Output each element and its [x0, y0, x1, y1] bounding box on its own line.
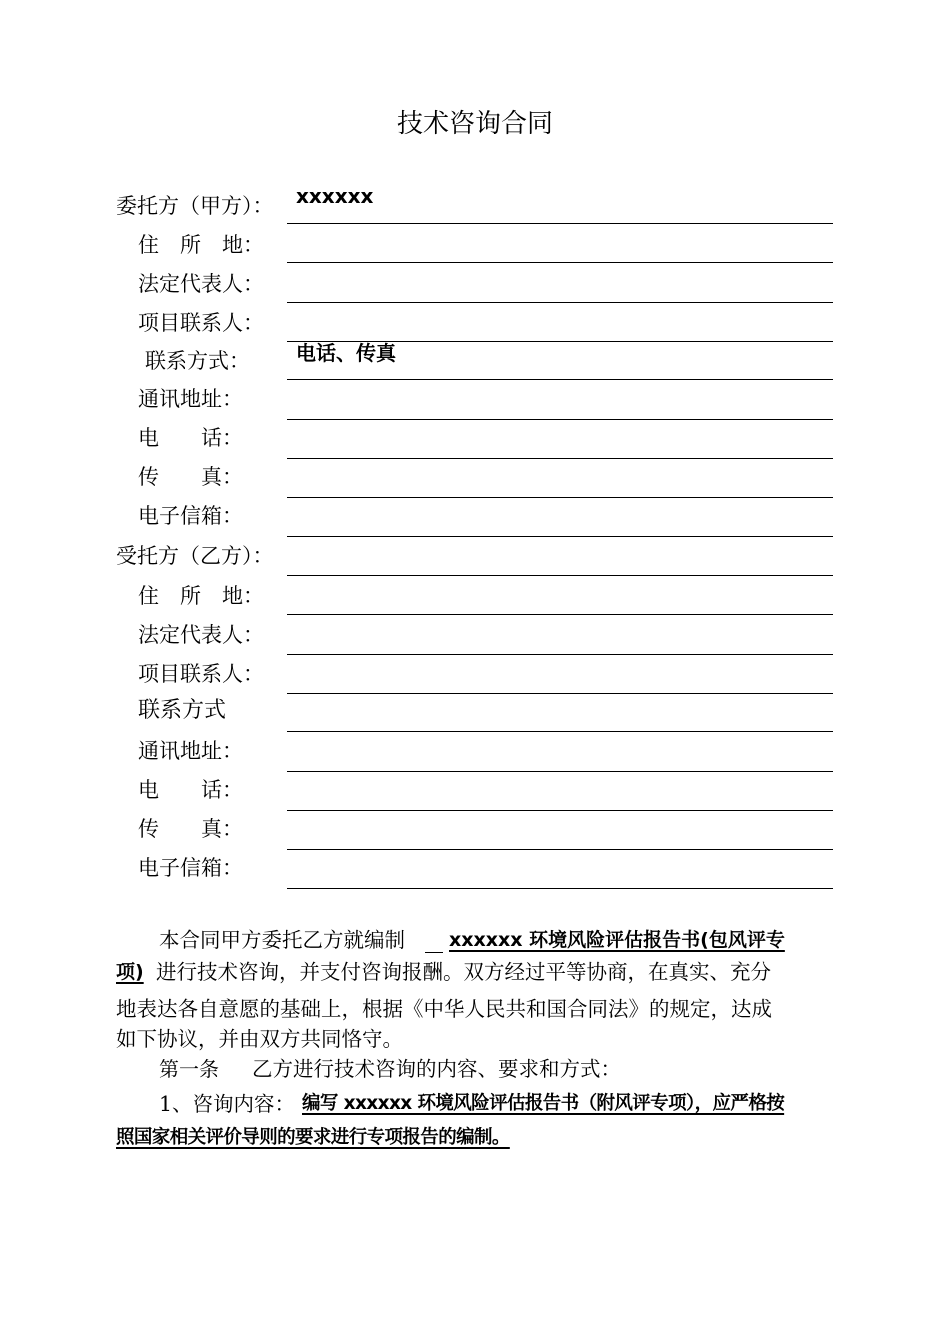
intro-line2: 进行技术咨询，并支付咨询报酬。双方经过平等协商，在真实、充分 [156, 960, 771, 984]
intro-line3: 地表达各自意愿的基础上，根据《中华人民共和国合同法》的规定，达成 [116, 997, 772, 1021]
document-title: 技术咨询合同 [396, 109, 553, 139]
intro-project-name-part2: 项) [116, 961, 144, 983]
item1-label: 1、咨询内容： [159, 1092, 296, 1116]
party-b-project-contact-line [287, 693, 833, 694]
party-a-fax-label: 传 真： [138, 465, 243, 489]
party-b-mailing-address-line [287, 771, 833, 772]
party-a-contact-method-label: 联系方式： [145, 349, 250, 373]
item1-text-line2: 照国家相关评价导则的要求进行专项报告的编制。 [116, 1127, 510, 1148]
party-a-project-contact-label: 项目联系人： [138, 311, 264, 335]
intro-line4: 如下协议，并由双方共同恪守。 [116, 1027, 403, 1051]
party-a-legal-rep-line [287, 302, 833, 303]
intro-project-name-part1: xxxxxx 环境风险评估报告书(包风评专 [449, 929, 785, 951]
party-b-email-label: 电子信箱： [138, 856, 243, 880]
party-b-legal-rep-line [287, 654, 833, 655]
party-a-email-line [287, 536, 833, 537]
party-a-fax-line [287, 497, 833, 498]
party-a-name-line [287, 223, 833, 224]
party-b-fax-label: 传 真： [138, 817, 243, 841]
party-b-heading: 受托方（乙方）： [116, 544, 274, 568]
party-b-contact-method-label: 联系方式 [138, 698, 227, 723]
party-b-phone-line [287, 810, 833, 811]
party-b-mailing-address-label: 通讯地址： [138, 739, 243, 763]
party-b-contact-method-line [287, 731, 833, 732]
party-a-mailing-address-line [287, 419, 833, 420]
party-a-legal-rep-label: 法定代表人： [138, 272, 264, 296]
party-b-address-label: 住 所 地： [138, 584, 264, 608]
article1-label: 第一条 [159, 1057, 219, 1081]
party-a-contact-method-line [287, 379, 833, 380]
party-b-name-line [287, 575, 833, 576]
party-b-address-line [287, 614, 833, 615]
party-a-phone-line [287, 458, 833, 459]
party-a-address-label: 住 所 地： [138, 233, 264, 257]
party-a-contact-method-value: 电话、传真 [296, 341, 396, 365]
party-a-phone-label: 电 话： [138, 426, 243, 450]
intro-line1-prefix: 本合同甲方委托乙方就编制 [159, 928, 405, 952]
party-a-email-label: 电子信箱： [138, 504, 243, 528]
party-b-email-line [287, 888, 833, 889]
article1-text: 乙方进行技术咨询的内容、要求和方式： [252, 1057, 621, 1081]
party-b-project-contact-label: 项目联系人： [138, 662, 264, 686]
party-a-heading: 委托方（甲方）： [116, 194, 274, 218]
intro-project-underline-lead [425, 952, 443, 953]
party-b-phone-label: 电 话： [138, 778, 243, 802]
item1-text-line1: 编写 xxxxxx 环境风险评估报告书（附风评专项），应严格按 [302, 1093, 785, 1114]
party-a-address-line [287, 262, 833, 263]
party-b-legal-rep-label: 法定代表人： [138, 623, 264, 647]
party-a-name-value: xxxxxx [296, 184, 374, 208]
party-a-mailing-address-label: 通讯地址： [138, 387, 243, 411]
party-b-fax-line [287, 849, 833, 850]
